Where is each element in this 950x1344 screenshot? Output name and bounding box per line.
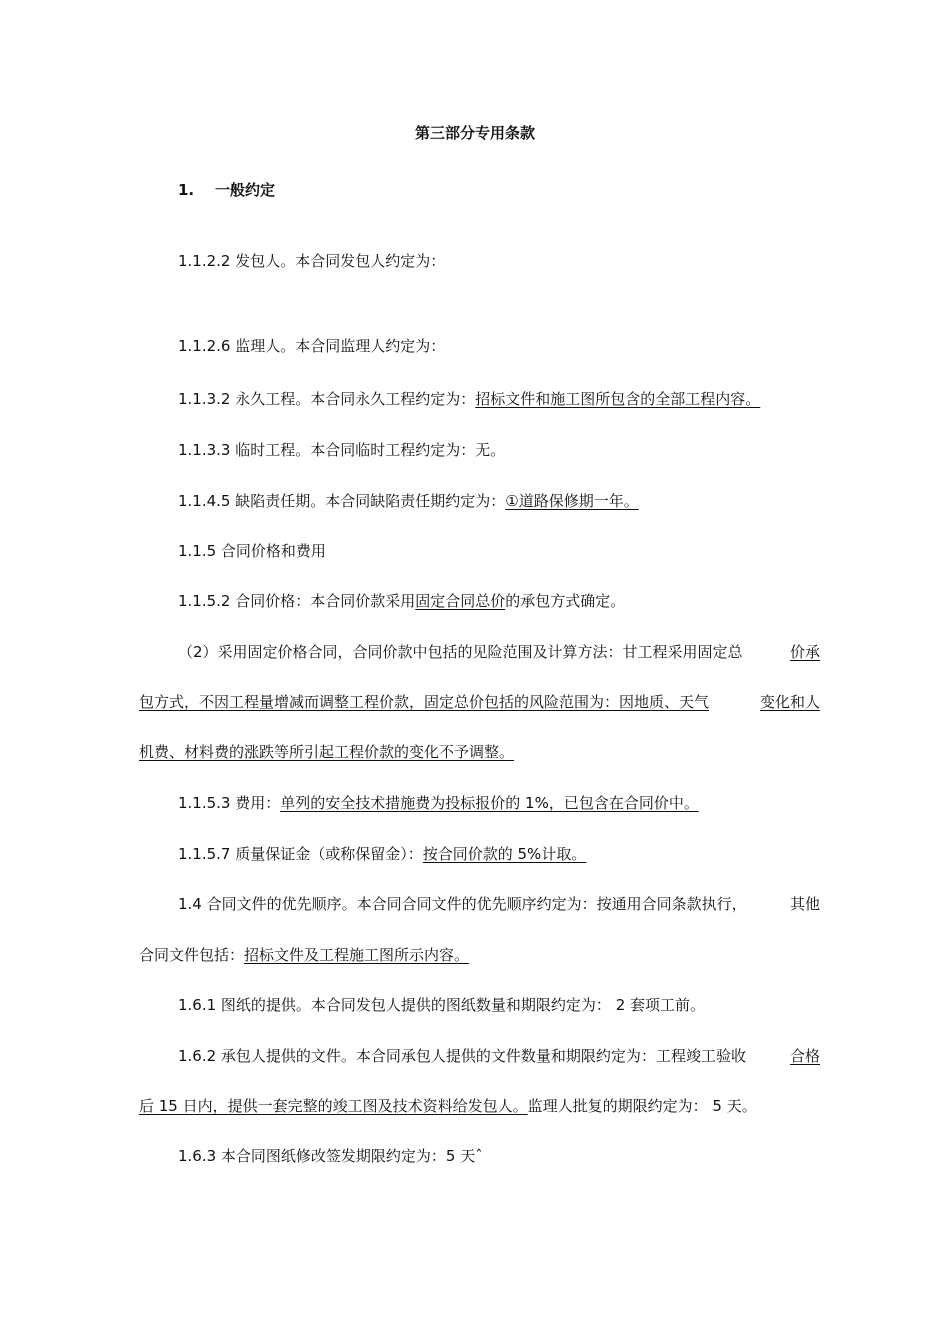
- clause-1-4-line-1: [178, 894, 820, 914]
- paragraph-filled-value: 价承: [789, 643, 820, 661]
- paragraph-2-line-3: [139, 742, 820, 762]
- clause-text: 合同文件包括：: [139, 946, 245, 964]
- clause-1-4-line-2: [139, 945, 820, 965]
- page-title: 第三部分专用条款: [414, 124, 535, 142]
- clause-text-end: 的承包方式确定。: [505, 592, 626, 610]
- section-number: 1.: [178, 181, 195, 199]
- clause-text: 监理人批复的期限约定为： 5 天。: [527, 1097, 757, 1115]
- clause-filled-value: 招标文件和施工图所包含的全部工程内容。: [475, 390, 761, 408]
- paragraph-filled-value: 机费、材料费的涨跌等所引起工程价款的变化不予调整。: [139, 743, 515, 761]
- paragraph-filled-value: 包方式，不因工程量增减而调整工程价款，固定总价包括的风险范围为：因地质、天气: [139, 693, 710, 711]
- paragraph-text: （2）采用固定价格合同，合同价款中包括的见险范围及计算方法：甘工程采用固定总: [178, 643, 743, 661]
- clause-text: 1.1.3.2 永久工程。本合同永久工程约定为：: [178, 390, 476, 408]
- clause-1-1-4-5: [178, 491, 639, 511]
- clause-filled-value: ①道路保修期一年。: [505, 492, 639, 510]
- clause-1-6-3: 1.6.3 本合同图纸修改签发期限约定为：5 天ˆ: [178, 1147, 483, 1165]
- clause-text: 1.1.4.5 缺陷责任期。本合同缺陷责任期约定为：: [178, 492, 506, 510]
- clause-text-end: 其他: [789, 895, 820, 913]
- clause-text: 1.1.5.3 费用：: [178, 794, 281, 812]
- clause-1-1-5-7: [178, 844, 586, 864]
- clause-filled-value: 固定合同总价: [415, 592, 506, 610]
- clause-1-1-5-3: [178, 793, 699, 813]
- clause-1-6-1: 1.6.1 图纸的提供。本合同发包人提供的图纸数量和期限约定为： 2 套项工前。: [178, 996, 706, 1014]
- clause-1-1-3-3: 1.1.3.3 临时工程。本合同临时工程约定为：无。: [178, 441, 506, 459]
- section-heading: [178, 180, 275, 200]
- clause-filled-value: 后 15 日内，提供一套完整的竣工图及技术资料给发包人。: [139, 1097, 528, 1115]
- clause-1-1-3-2: [178, 389, 760, 409]
- clause-1-1-2-2: 1.1.2.2 发包人。本合同发包人约定为：: [178, 252, 446, 270]
- clause-filled-value: 按合同价款的 5%计取。: [422, 845, 587, 863]
- clause-1-6-2-line-1: [178, 1046, 820, 1066]
- paragraph-2-line-1: [178, 642, 820, 662]
- clause-filled-value: 合格: [789, 1047, 820, 1065]
- clause-1-1-5: 1.1.5 合同价格和费用: [178, 542, 326, 560]
- clause-filled-value: 招标文件及工程施工图所示内容。: [244, 946, 470, 964]
- clause-text: 1.1.5.2 合同价格：本合同价款采用: [178, 592, 416, 610]
- clause-1-6-2-line-2: [139, 1096, 820, 1116]
- section-label: 一般约定: [215, 181, 276, 199]
- clause-1-1-5-2: [178, 591, 625, 611]
- clause-text: 1.6.2 承包人提供的文件。本合同承包人提供的文件数量和期限约定为：工程竣工验收: [178, 1047, 746, 1065]
- clause-text: 1.4 合同文件的优先顺序。本合同合同文件的优先顺序约定为：按通用合同条款执行，: [178, 895, 747, 913]
- clause-text: 1.1.5.7 质量保证金（或称保留金）：: [178, 845, 423, 863]
- paragraph-2-line-2: [139, 692, 820, 712]
- paragraph-filled-value-end: 变化和人: [759, 693, 820, 711]
- clause-filled-value: 单列的安全技术措施费为投标报价的 1%，已包含在合同价中。: [280, 794, 699, 812]
- clause-1-1-2-6: 1.1.2.6 监理人。本合同监理人约定为：: [178, 337, 446, 355]
